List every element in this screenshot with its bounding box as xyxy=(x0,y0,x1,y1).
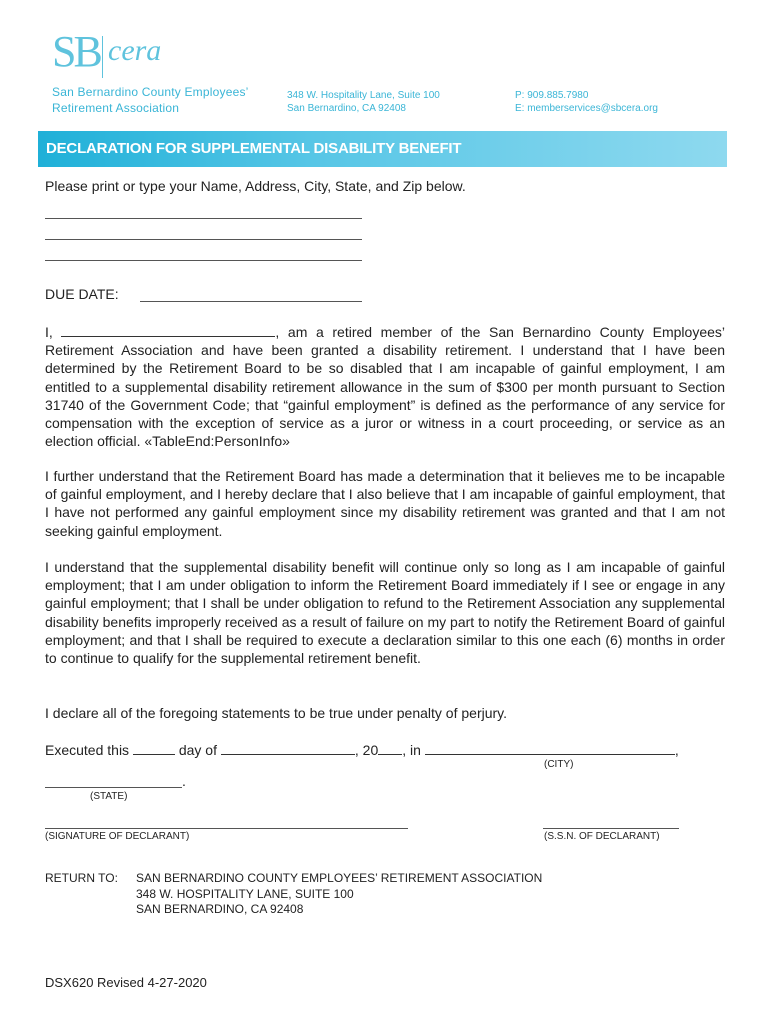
state-label: (STATE) xyxy=(90,791,128,802)
phone: P: 909.885.7980 xyxy=(515,90,589,101)
year-field[interactable] xyxy=(378,740,402,755)
return-to-label: RETURN TO: xyxy=(45,871,118,885)
logo-divider xyxy=(102,36,103,78)
paragraph-3: I understand that the supplemental disability benefit will continue only so long as I am incapable of gainful employment; that I am under obligation to inform the Retirement Board immediately if I see or engage in any gainful employment; that I shall be under obligation to refund to the Retirement Association any supplemental disability benefits improperly received as a result of failure on my part to notify the Retirement Board of gainful employment; and that I shall be required to execute a declaration similar to this one each (6) months in order to continue to qualify for the supplemental retirement benefit. xyxy=(45,559,725,667)
due-date-field[interactable] xyxy=(140,301,362,302)
organization-name xyxy=(52,84,249,116)
para1-text: , am a retired member of the San Bernardino County Employees’ Retirement Association and have been granted a disability retirement. I understand that I have been determined by the Retirement Board to be so disabled that I am incapable of gainful employment, I am entitled to a supplemental disability retirement allowance in the sum of $300 per month pursuant to Section 31740 of the Government Code; that “gainful employment” is defined as the performance of any service for compensation with the exception of service as a juror or witness in a court proceeding, or service as an election official. «TableEnd:PersonInfo» xyxy=(45,324,726,450)
name-address-line-1[interactable] xyxy=(45,218,362,219)
email: E: memberservices@sbcera.org xyxy=(515,103,658,114)
paragraph-1 xyxy=(45,322,725,450)
executed-end: , xyxy=(674,742,679,758)
day-field[interactable] xyxy=(133,740,175,755)
ssn-field[interactable] xyxy=(543,828,679,829)
year-label: , 20 xyxy=(354,742,379,758)
return-line-1: SAN BERNARDINO COUNTY EMPLOYEES’ RETIREMENT ASSOCIATION xyxy=(136,871,543,885)
state-field[interactable] xyxy=(45,787,182,788)
executed-prefix: Executed this xyxy=(45,742,130,758)
org-line-2: Retirement Association xyxy=(52,101,180,115)
month-field[interactable] xyxy=(221,740,355,755)
return-line-2: 348 W. HOSPITALITY LANE, SUITE 100 xyxy=(136,886,354,901)
name-address-line-2[interactable] xyxy=(45,239,362,240)
header-address xyxy=(287,89,440,115)
para1-prefix: I, xyxy=(45,324,53,340)
paragraph-2: I further understand that the Retirement Board has made a determination that it believes me to be incapable of gainful employment, and I hereby declare that I also believe that I am incapable of gainful employment, that I have not performed any gainful employment since my disability retirement was granted and that I am not seeking gainful employment. xyxy=(45,468,725,539)
paragraph-4: I declare all of the foregoing statements to be true under penalty of perjury. xyxy=(45,705,508,721)
due-date-label: DUE DATE: xyxy=(45,286,119,302)
logo-cera: cera xyxy=(108,34,162,67)
logo-sb: SB xyxy=(52,27,100,76)
executed-line xyxy=(45,740,679,759)
return-address xyxy=(136,871,542,918)
header-contact xyxy=(515,89,658,115)
return-line-3: SAN BERNARDINO, CA 92408 xyxy=(136,902,304,916)
org-line-1: San Bernardino County Employees’ xyxy=(52,85,249,99)
state-period: . xyxy=(182,773,186,789)
address-line-2: San Bernardino, CA 92408 xyxy=(287,103,406,114)
city-label: (CITY) xyxy=(544,759,574,770)
instruction-text: Please print or type your Name, Address, City, State, and Zip below. xyxy=(45,178,466,194)
form-title: DECLARATION FOR SUPPLEMENTAL DISABILITY BENEFIT xyxy=(46,140,462,157)
signature-label: (SIGNATURE OF DECLARANT) xyxy=(45,831,190,842)
address-line-1: 348 W. Hospitality Lane, Suite 100 xyxy=(287,90,440,101)
revision-note: DSX620 Revised 4-27-2020 xyxy=(45,975,207,990)
day-of-label: day of xyxy=(178,742,217,758)
signature-field[interactable] xyxy=(45,828,408,829)
ssn-label: (S.S.N. OF DECLARANT) xyxy=(544,831,660,842)
in-label: , in xyxy=(402,742,421,758)
city-field[interactable] xyxy=(425,740,675,755)
declarant-name-field[interactable] xyxy=(61,322,275,337)
name-address-line-3[interactable] xyxy=(45,260,362,261)
